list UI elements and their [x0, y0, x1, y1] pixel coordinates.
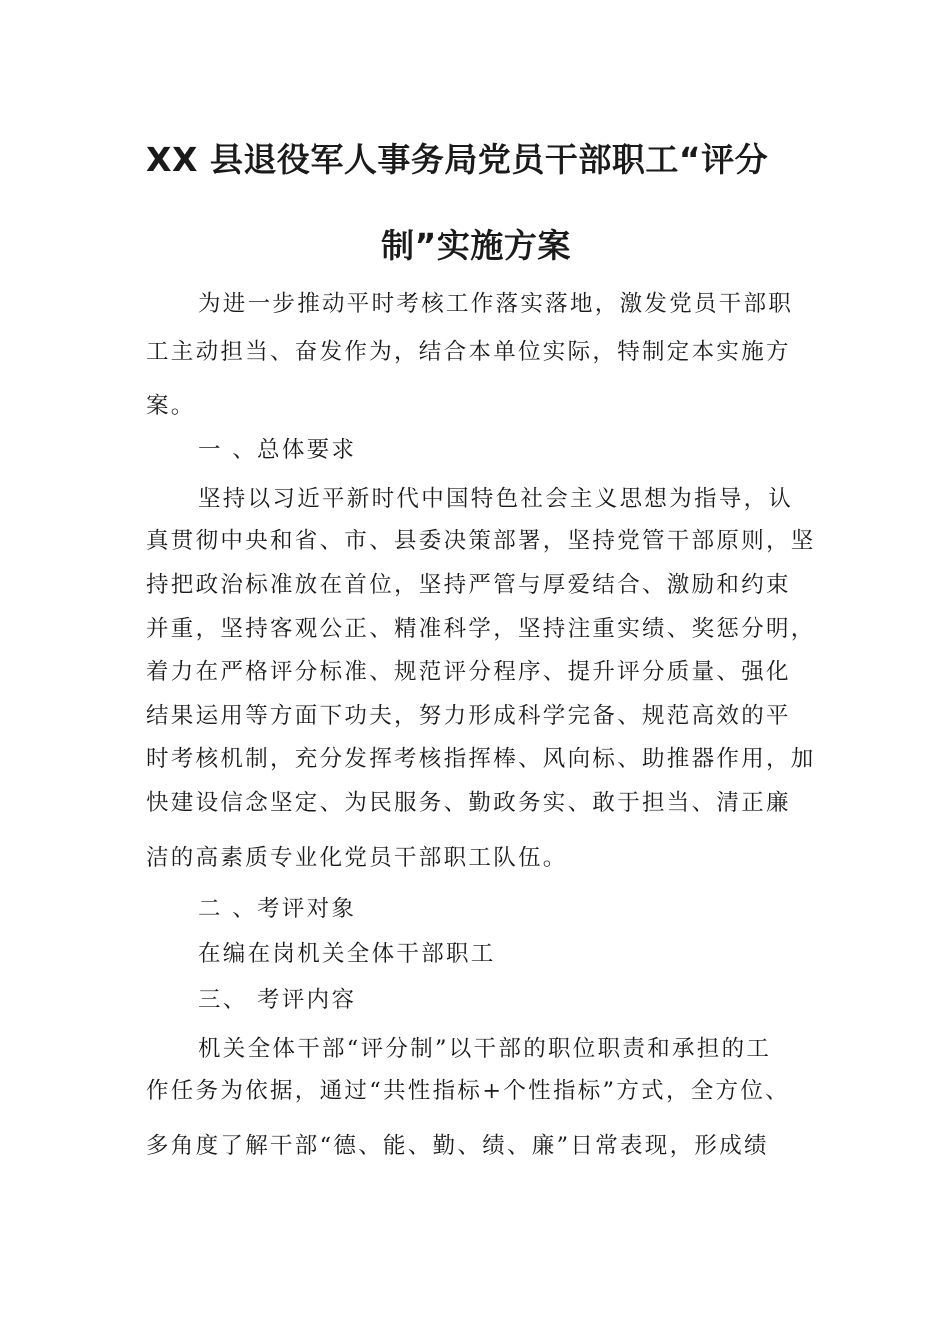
- intro-line: 工主动担当、奋发作为，结合本单位实际，特制定本实施方: [146, 339, 791, 365]
- document-title-line-2: 制”实施方案: [381, 226, 571, 265]
- body-line: 持把政治标准放在首位，坚持严管与厚爱结合、激励和约束: [146, 572, 791, 598]
- body-line: 机关全体干部“评分制”以干部的职位职责和承担的工: [198, 1036, 772, 1062]
- intro-line: 为进一步推动平时考核工作落实落地，激发党员干部职: [198, 291, 794, 317]
- body-line: 在编在岗机关全体干部职工: [198, 941, 496, 967]
- body-line: 时考核机制，充分发挥考核指挥棒、风向标、助推器作用，加: [146, 746, 816, 772]
- body-line: 快建设信念坚定、为民服务、勤政务实、敢于担当、清正廉: [146, 790, 791, 816]
- body-line: 洁的高素质专业化党员干部职工队伍。: [146, 845, 568, 871]
- body-line: 坚持以习近平新时代中国特色社会主义思想为指导，认: [198, 486, 794, 512]
- body-line: 多角度了解干部“德、能、勤、绩、廉”日常表现，形成绩: [146, 1133, 769, 1159]
- body-line: 并重，坚持客观公正、精准科学，坚持注重实绩、奖惩分明，: [146, 616, 816, 642]
- document-title-line-1: XX 县退役军人事务局党员干部职工“评分: [146, 140, 769, 179]
- body-line: 真贯彻中央和省、市、县委决策部署，坚持党管干部原则，坚: [146, 528, 816, 554]
- section-heading: 三、 考评内容: [198, 987, 357, 1013]
- body-line: 着力在严格评分标准、规范评分程序、提升评分质量、强化: [146, 659, 791, 685]
- intro-line: 案。: [146, 393, 196, 419]
- section-heading: 二 、考评对象: [198, 896, 357, 922]
- body-line: 结果运用等方面下功夫，努力形成科学完备、规范高效的平: [146, 703, 791, 729]
- section-heading: 一 、总体要求: [198, 437, 357, 463]
- body-line: 作任务为依据，通过“共性指标+个性指标”方式，全方位、: [146, 1078, 790, 1104]
